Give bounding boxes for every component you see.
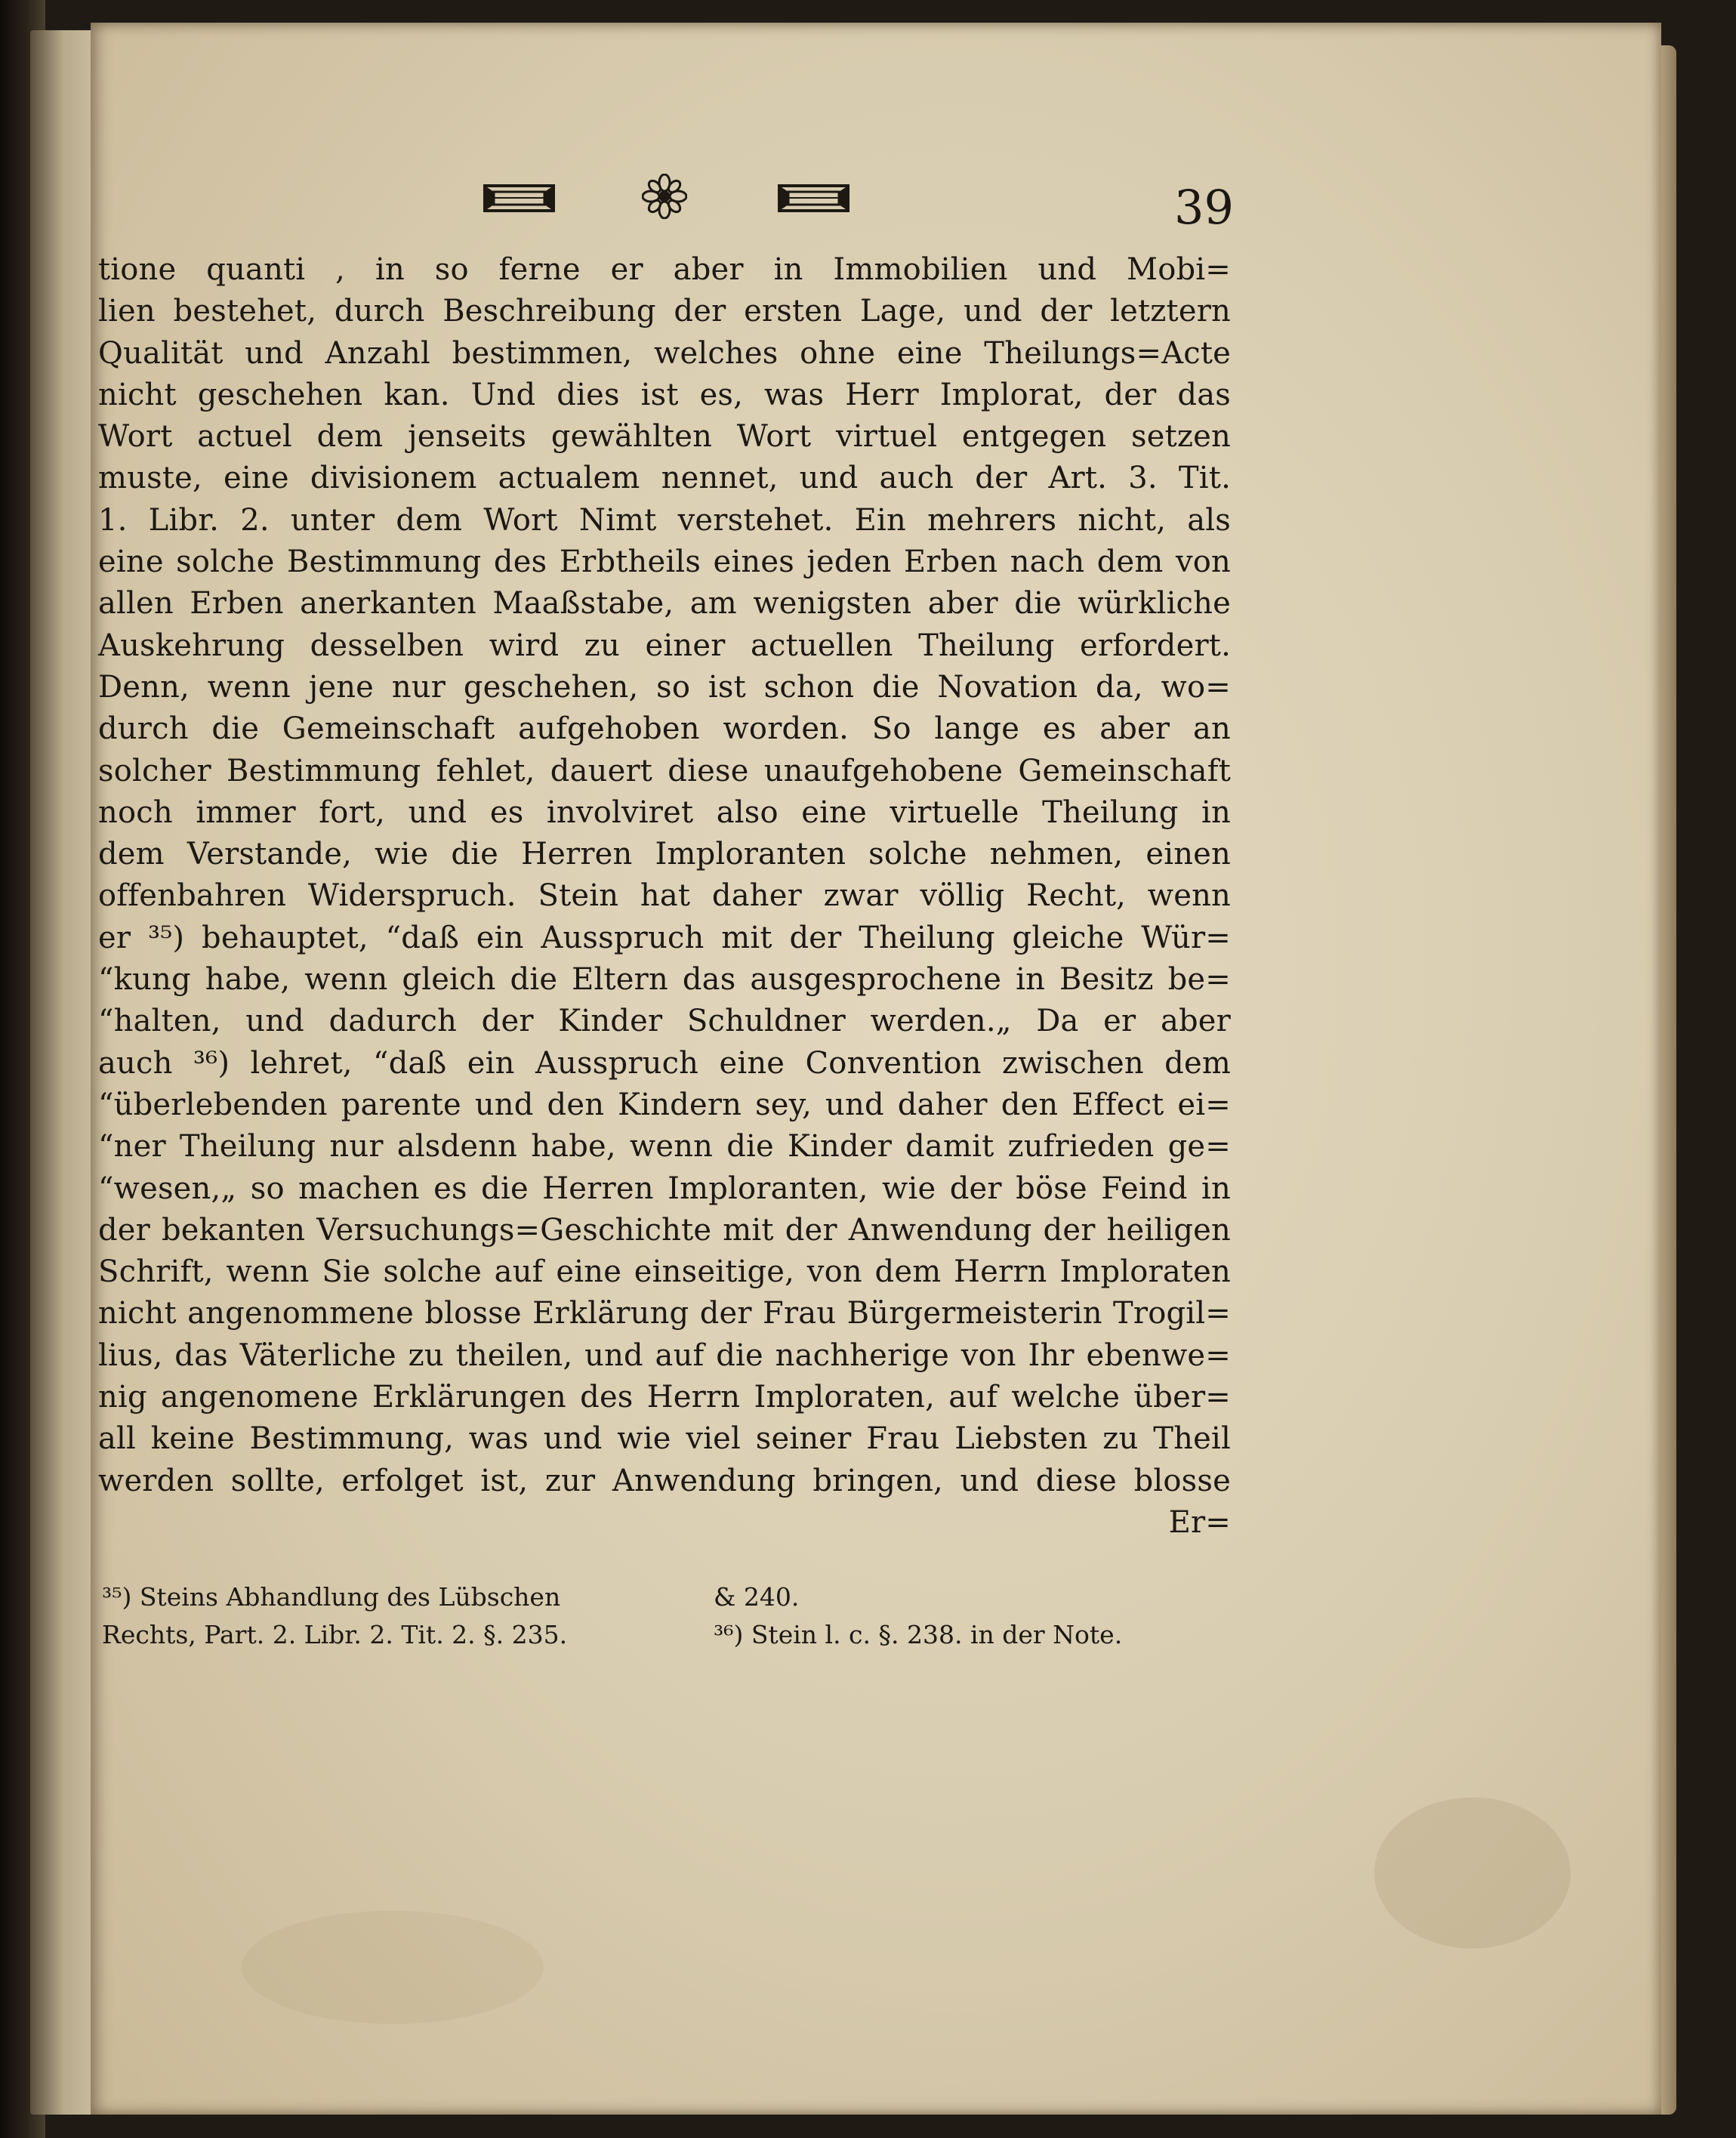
text-line: Denn, wenn jene nur geschehen, so ist schon die Novation da, wo= <box>98 669 1231 705</box>
text-line: “kung habe, wenn gleich die Eltern das ausgesprochene in Besitz be= <box>98 962 1231 998</box>
footnote-row <box>102 1578 1220 1616</box>
page-number: 39 <box>1174 180 1234 235</box>
text-line: auch ³⁶) lehret, “daß ein Ausspruch eine Convention zwischen dem <box>98 1045 1231 1081</box>
text-line: nicht angenommene blosse Erklärung der Frau Bürgermeisterin Trogil= <box>98 1296 1231 1331</box>
ornament-bracket-icon <box>778 181 849 215</box>
footnotes <box>102 1578 1220 1654</box>
text-line: noch immer fort, und es involviret also eine virtuelle Theilung in <box>98 794 1231 830</box>
footnote-35-line2: Rechts, Part. 2. Libr. 2. Tit. 2. §. 235. <box>102 1620 568 1649</box>
text-line: Auskehrung desselben wird zu einer actuellen Theilung erfordert. <box>98 628 1231 663</box>
footnote-36: ³⁶) Stein l. c. §. 238. in der Note. <box>714 1620 1123 1649</box>
text-line: “überlebenden parente und den Kindern sey, und daher den Effect ei= <box>98 1087 1231 1122</box>
text-line: “halten, und dadurch der Kinder Schuldner werden.„ Da er aber <box>98 1004 1231 1039</box>
footnote-35-continuation: & 240. <box>714 1582 800 1612</box>
text-line: dem Verstande, wie die Herren Imploranten solche nehmen, einen <box>98 837 1231 872</box>
text-line: der bekanten Versuchungs=Geschichte mit der Anwendung der heiligen <box>98 1212 1231 1248</box>
text-line: eine solche Bestimmung des Erbtheils eines jeden Erben nach dem von <box>98 545 1231 580</box>
text-line: Qualität und Anzahl bestimmen, welches ohne eine Theilungs=Acte <box>98 335 1231 371</box>
text-line: “wesen,„ so machen es die Herren Imploranten, wie der böse Feind in <box>98 1171 1231 1206</box>
text-line: offenbahren Widerspruch. Stein hat daher zwar völlig Recht, wenn <box>98 878 1231 914</box>
text-line: muste, eine divisionem actualem nennet, und auch der Art. 3. Tit. <box>98 461 1231 496</box>
paper-stain <box>242 1911 544 2024</box>
text-line: werden sollte, erfolget ist, zur Anwendung bringen, und diese blosse <box>98 1463 1231 1498</box>
ornament-bracket-icon <box>483 181 555 215</box>
text-line: “ner Theilung nur alsdenn habe, wenn die Kinder damit zufrieden ge= <box>98 1129 1231 1165</box>
text-line: nig angenomene Erklärungen des Herrn Imploraten, auf welche über= <box>98 1380 1231 1415</box>
text-line: tione quanti , in so ferne er aber in Immobilien und Mobi= <box>98 252 1231 287</box>
text-line: lius, das Väterliche zu theilen, und auf die nachherige von Ihr ebenwe= <box>98 1337 1231 1373</box>
body-text <box>98 249 1231 1544</box>
text-line: Schrift, wenn Sie solche auf eine einseitige, von dem Herrn Imploraten <box>98 1254 1231 1290</box>
text-line: allen Erben anerkanten Maaßstabe, am wenigsten aber die würkliche <box>98 586 1231 622</box>
footnote-row <box>102 1616 1220 1654</box>
text-line: er ³⁵) behauptet, “daß ein Ausspruch mit der Theilung gleiche Wür= <box>98 920 1231 955</box>
text-line: Wort actuel dem jenseits gewählten Wort virtuel entgegen setzen <box>98 419 1231 455</box>
paper-stain <box>1374 1797 1571 1948</box>
text-line: lien bestehet, durch Beschreibung der ersten Lage, und der letztern <box>98 294 1231 329</box>
page-header <box>483 174 1238 242</box>
ornament-flower-icon <box>642 174 687 219</box>
text-line: all keine Bestimmung, was und wie viel seiner Frau Liebsten zu Theil <box>98 1421 1231 1457</box>
text-line: nicht geschehen kan. Und dies ist es, was Herr Implorat, der das <box>98 377 1231 412</box>
footnote-35-line1: ³⁵) Steins Abhandlung des Lübschen <box>102 1582 561 1612</box>
text-line: solcher Bestimmung fehlet, dauert diese unaufgehobene Gemeinschaft <box>98 753 1231 788</box>
text-line: 1. Libr. 2. unter dem Wort Nimt verstehet. Ein mehrers nicht, als <box>98 502 1231 538</box>
text-line: durch die Gemeinschaft aufgehoben worden. So lange es aber an <box>98 711 1231 747</box>
catchword: Er= <box>1168 1504 1231 1540</box>
